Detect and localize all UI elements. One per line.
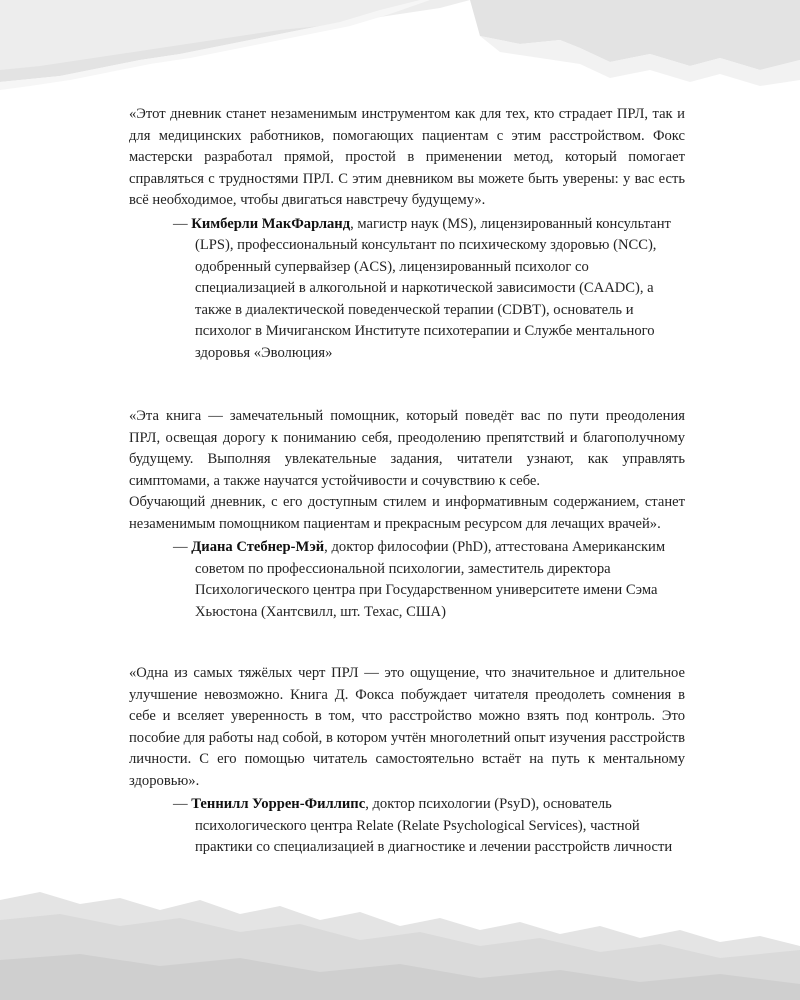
endorsement-quote [129, 104, 685, 212]
endorsement-attribution [129, 214, 685, 365]
endorsement-2 [129, 406, 685, 623]
author-name: Диана Стебнер-Мэй [191, 539, 325, 555]
author-name: Теннилл Уоррен-Филлипс [191, 796, 366, 812]
endorsement-quote [129, 663, 685, 792]
endorsement-1 [129, 104, 685, 364]
author-name: Кимберли МакФарланд [191, 215, 351, 232]
attribution-dash: — [173, 215, 188, 232]
author-credentials: , магистр наук (MS), лицензированный консультант (LPS), профессиональный консультант по психическому здоровью (NCC), одобренный супервайзер (ACS), лицензированный психолог со специализацией в алкогольной и наркотической зависимости (CAADC), а также в диалектической поведенческой терапии (CDBT), основатель и психолог в Мичиганском Институте психотерапии и Службе ментального здоровья «Эволюция» [195, 215, 671, 361]
quote-paragraph: «Этот дневник станет незаменимым инструментом как для тех, кто страдает ПРЛ, так и для медицинских работников, помогающих пациентам с этим расстройством. Фокс мастерски разработал прямой, простой в применении метод, который помогает справляться с трудностями ПРЛ. С этим дневником вы можете быть уверены: у вас есть всё необходимое, чтобы двигаться навстречу будущему». [129, 106, 685, 208]
quote-paragraph: «Эта книга — замечательный помощник, который поведёт вас по пути преодоления ПРЛ, освещая дорогу к пониманию себя, преодолению препятствий и благополучному будущему. Выполняя увлекательные задания, читатели узнают, как управлять симптомами, а также научатся устойчивости и сочувствию к себе. [129, 408, 685, 489]
author-credentials: , доктор философии (PhD), аттестована Американским советом по профессиональной психологии, заместитель директора Психологического центра при Государственном университете имени Сэма Хьюстона (Хантсвилл, шт. Техас, США) [195, 539, 666, 620]
endorsement-quote [129, 406, 685, 535]
endorsement-attribution [129, 537, 685, 623]
quote-paragraph: «Одна из самых тяжёлых черт ПРЛ — это ощущение, что значительное и длительное улучшение невозможно. Книга Д. Фокса побуждает читателя преодолеть сомнения в себе и вселяет уверенность в том, что расстройство можно взять под контроль. Это пособие для работы над собой, в котором учтён многолетний опыт изучения расстройств личности. С его помощью читатель самостоятельно встаёт на путь к ментальному здоровью». [129, 665, 685, 789]
endorsement-attribution [129, 794, 685, 859]
attribution-dash: — [173, 539, 188, 555]
quote-paragraph: Обучающий дневник, с его доступным стилем и информативным содержанием, станет незаменимым помощником пациентам и прекрасным ресурсом для лечащих врачей». [129, 494, 685, 532]
endorsement-3 [129, 663, 685, 859]
author-credentials: , доктор психологии (PsyD), основатель психологического центра Relate (Relate Psychological Services), частной практики со специализацией в диагностике и лечении расстройств личности [195, 796, 673, 855]
endorsements-section [129, 104, 685, 901]
torn-paper-top-decoration [0, 0, 800, 110]
attribution-dash: — [173, 796, 188, 812]
